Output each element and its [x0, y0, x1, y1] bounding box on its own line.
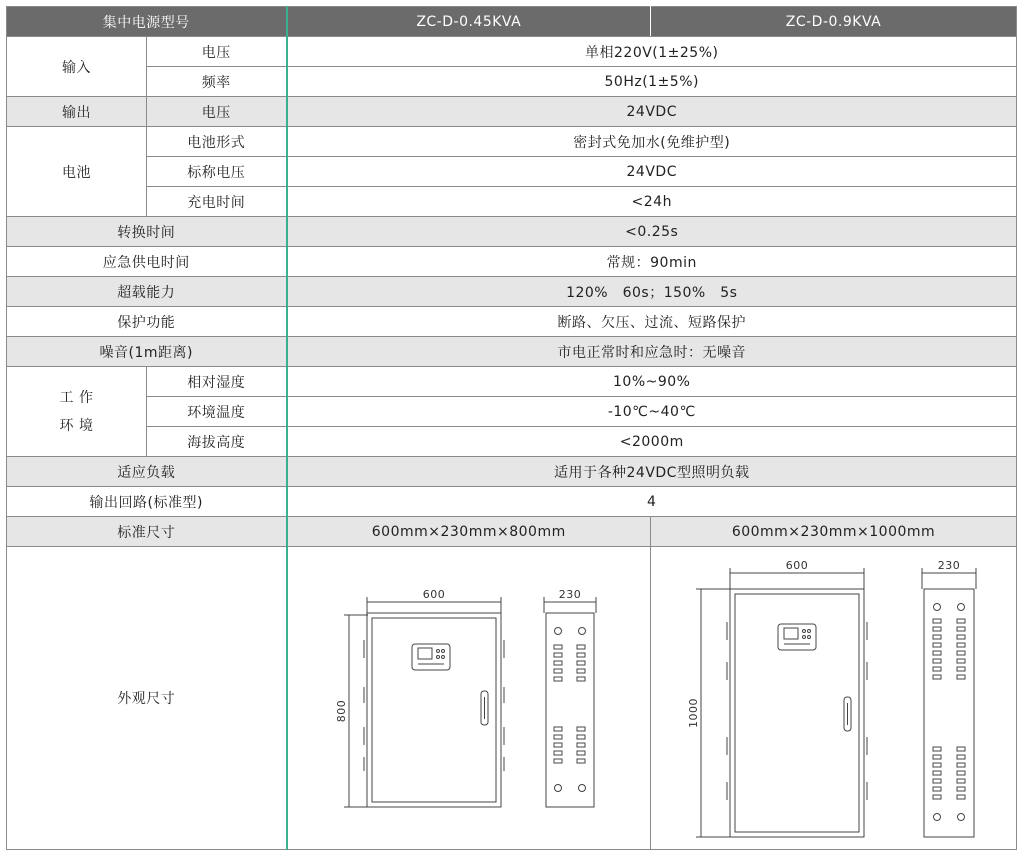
size-label: 标准尺寸: [7, 517, 287, 547]
altitude-value: <2000m: [287, 427, 1017, 457]
drawing-a-height-label: 800: [334, 699, 348, 723]
row-switch-time: [7, 217, 1017, 247]
humidity-value: 10%~90%: [287, 367, 1017, 397]
switch-time-value: <0.25s: [287, 217, 1017, 247]
temp-label: 环境温度: [147, 397, 287, 427]
battery-voltage-value: 24VDC: [287, 157, 1017, 187]
row-humidity: [7, 367, 1017, 397]
battery-group-label: 电池: [7, 127, 147, 217]
noise-value: 市电正常时和应急时：无噪音: [287, 337, 1017, 367]
row-battery-charge: [7, 187, 1017, 217]
drawing-cell-b: [651, 547, 1017, 850]
row-overload: [7, 277, 1017, 307]
circuits-label: 输出回路(标准型): [7, 487, 287, 517]
row-load: [7, 457, 1017, 487]
row-battery-type: [7, 127, 1017, 157]
altitude-label: 海拔高度: [147, 427, 287, 457]
input-group-label: 输入: [7, 37, 147, 97]
row-size: [7, 517, 1017, 547]
switch-time-label: 转换时间: [7, 217, 287, 247]
row-input-voltage: [7, 37, 1017, 67]
drawing-b-width-label: 600: [785, 559, 808, 572]
humidity-label: 相对湿度: [147, 367, 287, 397]
battery-charge-value: <24h: [287, 187, 1017, 217]
battery-voltage-label: 标称电压: [147, 157, 287, 187]
protection-label: 保护功能: [7, 307, 287, 337]
spec-table: [6, 6, 1017, 850]
spec-table-wrapper: [6, 6, 1016, 850]
env-group-line1: 工 作: [59, 389, 94, 406]
emergency-label: 应急供电时间: [7, 247, 287, 277]
input-voltage-label: 电压: [147, 37, 287, 67]
header-title: 集中电源型号: [7, 7, 287, 37]
overload-label: 超载能力: [7, 277, 287, 307]
drawing-a-depth-label: 230: [558, 588, 581, 601]
protection-value: 断路、欠压、过流、短路保护: [287, 307, 1017, 337]
battery-type-label: 电池形式: [147, 127, 287, 157]
row-battery-voltage: [7, 157, 1017, 187]
row-emergency: [7, 247, 1017, 277]
row-temp: [7, 397, 1017, 427]
battery-charge-label: 充电时间: [147, 187, 287, 217]
temp-value: -10℃~40℃: [287, 397, 1017, 427]
header-model-a: ZC-D-0.45KVA: [287, 7, 651, 37]
size-b-value: 600mm×230mm×1000mm: [651, 517, 1017, 547]
cabinet-drawing-a: [288, 547, 650, 845]
emergency-value: 常规：90min: [287, 247, 1017, 277]
row-outline: [7, 547, 1017, 850]
row-output: [7, 97, 1017, 127]
header-model-b: ZC-D-0.9KVA: [651, 7, 1017, 37]
header-row: [7, 7, 1017, 37]
load-label: 适应负载: [7, 457, 287, 487]
output-group-label: 输出: [7, 97, 147, 127]
drawing-b-height-label: 1000: [686, 698, 700, 728]
input-freq-label: 频率: [147, 67, 287, 97]
row-circuits: [7, 487, 1017, 517]
drawing-cell-a: [287, 547, 651, 850]
output-voltage-value: 24VDC: [287, 97, 1017, 127]
noise-label: 噪音(1m距离): [7, 337, 287, 367]
overload-value: 120% 60s；150% 5s: [287, 277, 1017, 307]
output-voltage-label: 电压: [147, 97, 287, 127]
drawing-b-depth-label: 230: [937, 559, 960, 572]
size-a-value: 600mm×230mm×800mm: [287, 517, 651, 547]
input-freq-value: 50Hz(1±5%): [287, 67, 1017, 97]
drawing-a-width-label: 600: [422, 588, 445, 601]
battery-type-value: 密封式免加水(免维护型): [287, 127, 1017, 157]
row-input-freq: [7, 67, 1017, 97]
outline-label: 外观尺寸: [7, 547, 287, 850]
env-group-line2: 环 境: [59, 417, 94, 434]
cabinet-drawing-b: [652, 547, 1016, 845]
row-noise: [7, 337, 1017, 367]
row-altitude: [7, 427, 1017, 457]
load-value: 适用于各种24VDC型照明负载: [287, 457, 1017, 487]
circuits-value: 4: [287, 487, 1017, 517]
input-voltage-value: 单相220V(1±25%): [287, 37, 1017, 67]
row-protection: [7, 307, 1017, 337]
env-group-label: [7, 367, 147, 457]
